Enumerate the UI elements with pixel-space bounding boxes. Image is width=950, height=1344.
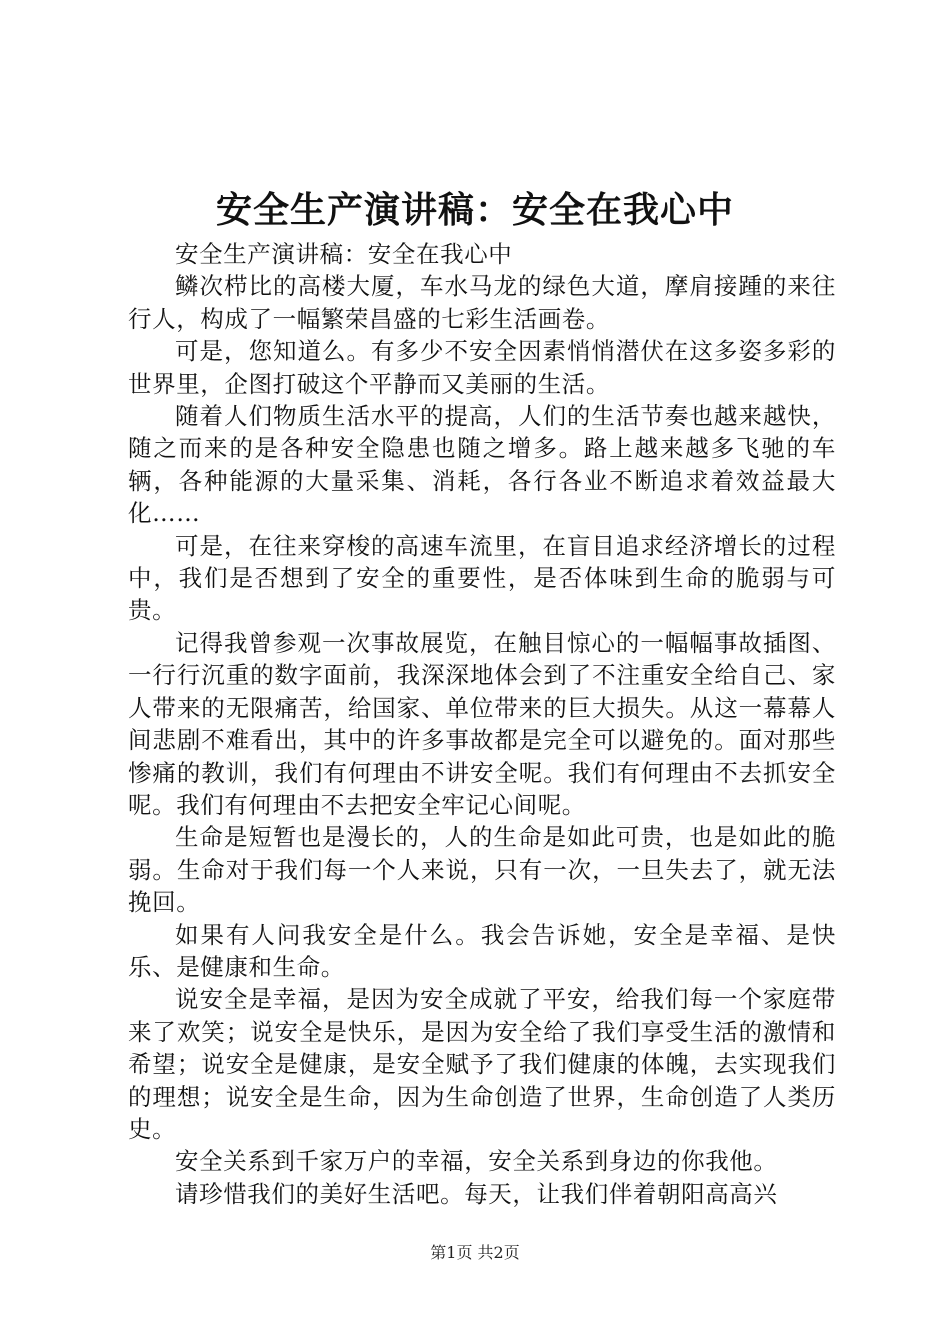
paragraph: 如果有人问我安全是什么。我会告诉她，安全是幸福、是快乐、是健康和生命。 (128, 920, 836, 981)
document-body (128, 238, 836, 1210)
paragraph: 可是，您知道么。有多少不安全因素悄悄潜伏在这多姿多彩的世界里，企图打破这个平静而又美丽的生活。 (128, 337, 836, 398)
paragraph: 鳞次栉比的高楼大厦，车水马龙的绿色大道，摩肩接踵的来往行人，构成了一幅繁荣昌盛的七彩生活画卷。 (128, 272, 836, 333)
paragraph-subtitle: 安全生产演讲稿：安全在我心中 (175, 240, 513, 268)
document-title: 安全生产演讲稿：安全在我心中 (215, 189, 734, 231)
paragraph: 随着人们物质生活水平的提高，人们的生活节奏也越来越快，随之而来的是各种安全隐患也随之增多。路上越来越多飞驰的车辆，各种能源的大量采集、消耗，各行各业不断追求着效益最大化…… (128, 402, 836, 528)
page-number-footer: 第1页 共2页 (430, 1243, 520, 1262)
paragraph: 生命是短暂也是漫长的，人的生命是如此可贵，也是如此的脆弱。生命对于我们每一个人来说，只有一次，一旦失去了，就无法挽回。 (128, 823, 836, 917)
paragraph: 可是，在往来穿梭的高速车流里，在盲目追求经济增长的过程中，我们是否想到了安全的重要性，是否体味到生命的脆弱与可贵。 (128, 531, 836, 625)
paragraph: 请珍惜我们的美好生活吧。每天，让我们伴着朝阳高高兴 (175, 1179, 778, 1208)
paragraph: 说安全是幸福，是因为安全成就了平安，给我们每一个家庭带来了欢笑；说安全是快乐，是因为安全给了我们享受生活的激情和希望；说安全是健康，是安全赋予了我们健康的体魄，去实现我们的理想；说安全是生命，因为生命创造了世界，生命创造了人类历史。 (128, 985, 836, 1143)
paragraph: 记得我曾参观一次事故展览，在触目惊心的一幅幅事故插图、一行行沉重的数字面前，我深深地体会到了不注重安全给自己、家人带来的无限痛苦，给国家、单位带来的巨大损失。从这一幕幕人间悲剧不难看出，其中的许多事故都是完全可以避免的。面对那些惨痛的教训，我们有何理由不讲安全呢。我们有何理由不去抓安全呢。我们有何理由不去把安全牢记心间呢。 (128, 628, 836, 819)
paragraph: 安全关系到千家万户的幸福，安全关系到身边的你我他。 (175, 1147, 778, 1176)
